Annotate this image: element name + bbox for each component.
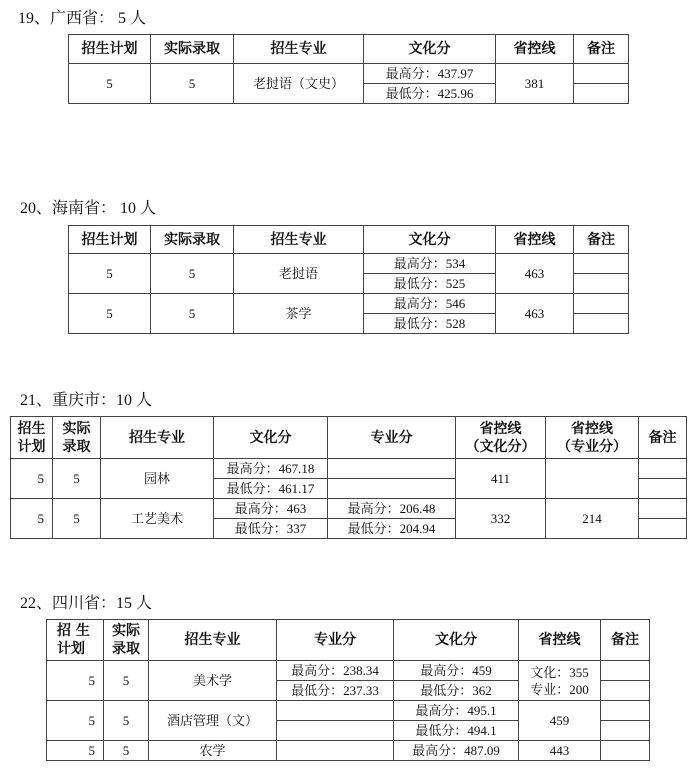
table-row [47,741,650,761]
header-actual: 实际录取 [151,226,234,254]
prof-low-cell [277,721,394,741]
major-cell: 老挝语（文史） [234,64,364,104]
table-row [11,499,687,519]
major-cell: 美术学 [149,661,277,701]
header-actual: 实际 录取 [104,620,149,661]
plan-cell: 5 [69,64,151,104]
plan-cell: 5 [69,294,151,334]
actual-cell: 5 [104,701,149,741]
culture-high-cell: 最高分：546 [364,294,496,314]
culture-low-cell: 最低分：337 [214,519,328,539]
header-culture: 文化分 [214,417,328,459]
culture-low-cell: 最低分：362 [394,681,519,701]
guangxi-table [68,34,629,104]
culture-high-cell: 最高分：437.97 [364,64,496,84]
major-cell: 酒店管理（文） [149,701,277,741]
header-culture: 文化分 [364,226,496,254]
header-plan [47,620,104,661]
prof-low-cell: 最低分：204.94 [328,519,456,539]
actual-cell: 5 [104,741,149,761]
header-remark: 备注 [601,620,650,661]
header-culture: 文化分 [364,35,496,64]
sichuan-table [46,619,650,761]
prof-high-cell [277,701,394,721]
actual-cell: 5 [151,294,234,334]
remark-cell [639,459,687,479]
section-title-hainan: 20、海南省： 10 人 [20,200,157,217]
remark-cell [574,274,629,294]
table-row [69,294,629,314]
plan-cell: 5 [47,701,104,741]
header-line: 省控线 [496,35,574,64]
prof-high-cell [328,459,456,479]
header-culture: 文化分 [394,620,519,661]
line-cell: 443 [519,741,601,761]
plan-cell: 5 [11,459,53,499]
header-prof: 专业分 [277,620,394,661]
major-cell: 园林 [101,459,214,499]
table-row [69,64,629,84]
major-cell: 工艺美术 [101,499,214,539]
header-major: 招生专业 [149,620,277,661]
line-prof-cell [546,459,639,499]
major-cell: 农学 [149,741,277,761]
culture-low-cell: 最低分：425.96 [364,84,496,104]
culture-low-cell: 最低分：494.1 [394,721,519,741]
remark-cell [601,681,650,701]
section-title-sichuan: 22、四川省：15 人 [20,595,153,612]
remark-cell [639,499,687,519]
table-row [47,661,650,681]
prof-high-cell: 最高分：238.34 [277,661,394,681]
actual-cell: 5 [53,459,101,499]
header-plan: 招生计划 [69,35,151,64]
prof-low-cell: 最低分：237.33 [277,681,394,701]
culture-high-cell: 最高分：495.1 [394,701,519,721]
prof-high-cell [277,741,394,761]
major-cell: 茶学 [234,294,364,334]
culture-high-cell: 最高分：487.09 [394,741,519,761]
remark-cell [574,84,629,104]
culture-high-cell: 最高分：467.18 [214,459,328,479]
plan-cell: 5 [69,254,151,294]
prof-low-cell [328,479,456,499]
header-plan: 招生 计划 [11,417,53,459]
major-cell: 老挝语 [234,254,364,294]
remark-cell [574,294,629,314]
remark-cell [601,661,650,681]
header-line-culture: 省控线 （文化分） [456,417,546,459]
remark-cell [639,479,687,499]
hainan-table [68,225,629,334]
line-cell: 463 [496,294,574,334]
remark-cell [601,701,650,721]
line-culture-cell: 332 [456,499,546,539]
remark-cell [601,721,650,741]
actual-cell: 5 [151,254,234,294]
actual-cell: 5 [151,64,234,104]
line-cell: 381 [496,64,574,104]
line-cell: 459 [519,701,601,741]
remark-cell [574,254,629,274]
culture-high-cell: 最高分：534 [364,254,496,274]
table-row [69,254,629,274]
line-prof-cell: 214 [546,499,639,539]
prof-high-cell: 最高分：206.48 [328,499,456,519]
plan-cell: 5 [47,661,104,701]
remark-cell [574,314,629,334]
plan-cell: 5 [11,499,53,539]
line-cell: 463 [496,254,574,294]
remark-cell [574,64,629,84]
header-plan-label: 招 生计划 [57,623,90,657]
section-title-chongqing: 21、重庆市：10 人 [20,392,153,409]
header-line: 省控线 [519,620,601,661]
header-plan: 招生计划 [69,226,151,254]
culture-high-cell: 最高分：459 [394,661,519,681]
culture-low-cell: 最低分：461.17 [214,479,328,499]
header-remark: 备注 [574,226,629,254]
table-row [11,459,687,479]
plan-cell: 5 [47,741,104,761]
header-major: 招生专业 [234,35,364,64]
table-row [47,701,650,721]
culture-low-cell: 最低分：528 [364,314,496,334]
line-cell: 文化：355 专业：200 [519,661,601,701]
culture-high-cell: 最高分：463 [214,499,328,519]
header-major: 招生专业 [101,417,214,459]
header-actual: 实际 录取 [53,417,101,459]
remark-cell [601,741,650,761]
culture-low-cell: 最低分：525 [364,274,496,294]
line-culture-cell: 411 [456,459,546,499]
remark-cell [639,519,687,539]
header-prof: 专业分 [328,417,456,459]
header-line-prof: 省控线 （专业分） [546,417,639,459]
header-actual: 实际录取 [151,35,234,64]
header-remark: 备注 [574,35,629,64]
actual-cell: 5 [53,499,101,539]
chongqing-table [10,416,687,539]
section-title-guangxi: 19、广西省： 5 人 [18,10,147,27]
actual-cell: 5 [104,661,149,701]
header-major: 招生专业 [234,226,364,254]
header-line: 省控线 [496,226,574,254]
header-remark: 备注 [639,417,687,459]
